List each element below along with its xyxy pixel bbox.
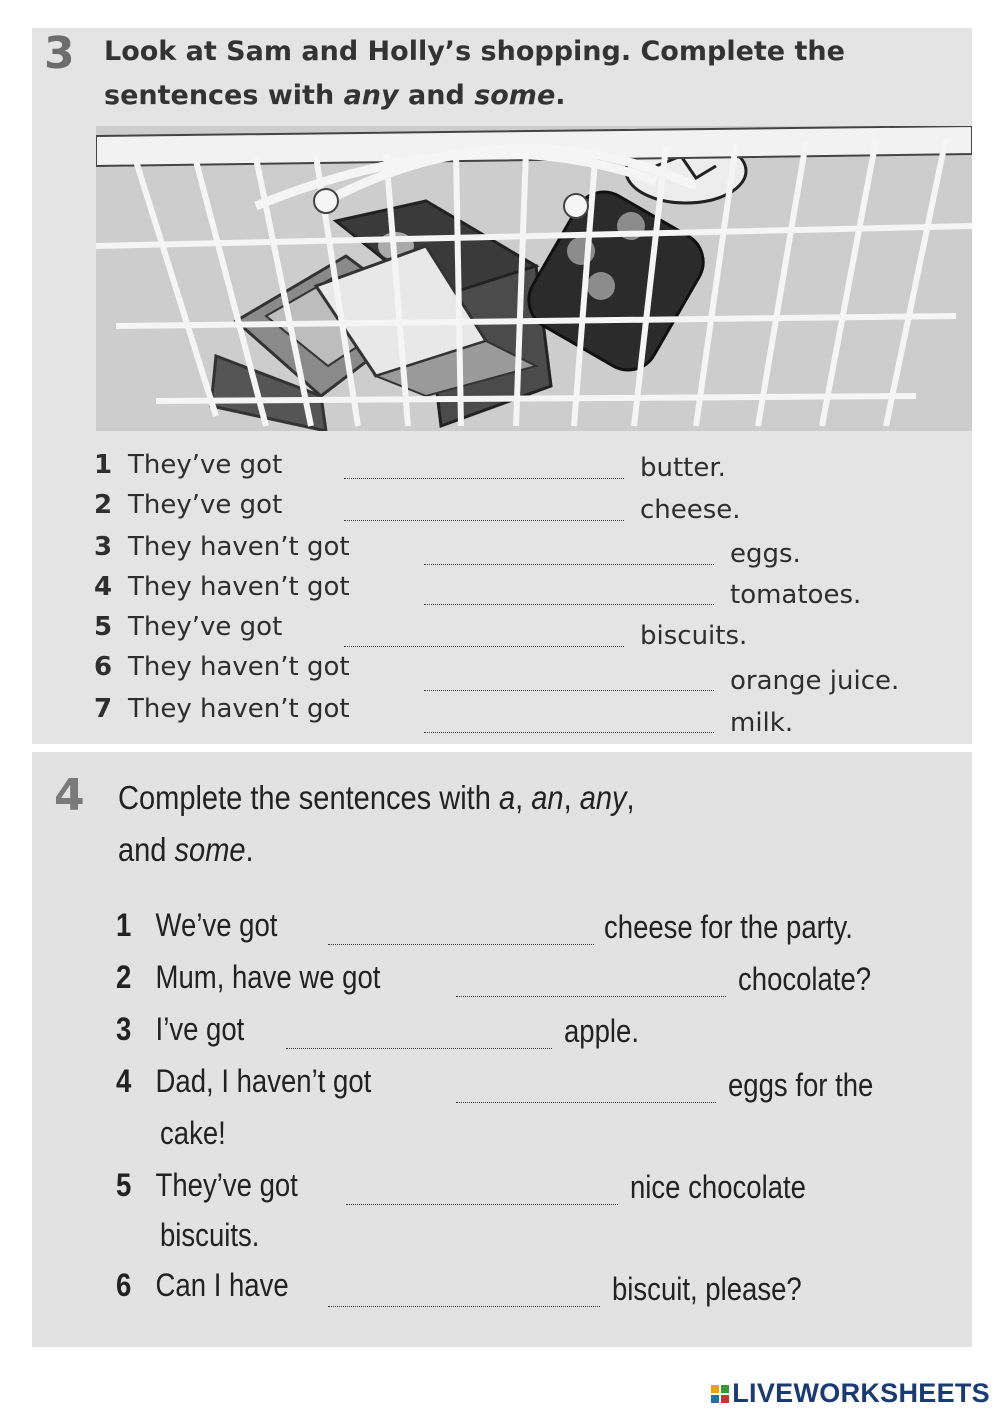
instruction-word-any: any: [579, 779, 627, 816]
instruction-text: Complete the sentences with: [118, 779, 499, 816]
item-number: 4: [116, 1063, 132, 1099]
item-number: 2: [116, 959, 132, 995]
list-item: [94, 450, 282, 480]
item-number: 7: [94, 694, 113, 724]
item-continuation: biscuits.: [160, 1217, 260, 1253]
item-text: They’ve got: [128, 450, 283, 480]
answer-blank[interactable]: [424, 604, 714, 605]
instruction-sep: ,: [626, 779, 635, 816]
list-item: [94, 490, 282, 520]
item-tail: biscuit, please?: [612, 1271, 802, 1307]
item-tail: chocolate?: [738, 961, 872, 997]
list-item: [94, 572, 350, 602]
answer-blank[interactable]: [346, 1204, 618, 1205]
list-item: [116, 1062, 371, 1100]
instruction-word-some: some: [174, 831, 246, 868]
item-text: They haven’t got: [128, 532, 350, 562]
list-item: [116, 1010, 244, 1048]
instruction-sep: ,: [515, 779, 532, 816]
answer-blank[interactable]: [424, 564, 714, 565]
instruction-word-some: some: [474, 80, 556, 111]
item-text: Mum, have we got: [155, 959, 381, 995]
list-item: [116, 906, 277, 944]
item-text: We’ve got: [155, 907, 278, 943]
item-number: 5: [94, 612, 113, 642]
item-tail: orange juice.: [730, 666, 900, 696]
answer-blank[interactable]: [328, 944, 594, 945]
instruction-word-any: any: [343, 80, 399, 111]
exercise-4-instructions: [118, 772, 734, 876]
item-number: 2: [94, 490, 113, 520]
item-text: They haven’t got: [128, 694, 350, 724]
liveworksheets-logo: [711, 1378, 990, 1409]
item-tail: milk.: [730, 708, 794, 738]
shopping-basket-illustration: [96, 126, 972, 431]
instruction-sep: ,: [563, 779, 580, 816]
list-item: [116, 958, 380, 996]
answer-blank[interactable]: [424, 732, 714, 733]
answer-blank[interactable]: [328, 1306, 600, 1307]
exercise-3-instructions: [104, 30, 964, 118]
answer-blank[interactable]: [344, 478, 624, 479]
item-tail: cheese.: [640, 495, 741, 525]
item-number: 3: [116, 1011, 132, 1047]
item-text: They’ve got: [128, 612, 283, 642]
answer-blank[interactable]: [456, 1102, 716, 1103]
item-number: 5: [116, 1167, 132, 1203]
item-tail: cheese for the party.: [604, 909, 853, 945]
item-number: 1: [94, 450, 113, 480]
item-text: Can I have: [155, 1267, 289, 1303]
item-text: Dad, I haven’t got: [155, 1063, 372, 1099]
answer-blank[interactable]: [424, 690, 714, 691]
instruction-end: .: [555, 80, 566, 111]
answer-blank[interactable]: [344, 646, 624, 647]
list-item: [94, 612, 282, 642]
item-number: 6: [94, 652, 113, 682]
answer-blank[interactable]: [456, 996, 726, 997]
item-text: They haven’t got: [128, 572, 350, 602]
instruction-text: and: [118, 831, 175, 868]
logo-text: LIVEWORKSHEETS: [732, 1378, 990, 1408]
list-item: [116, 1166, 298, 1204]
list-item: [94, 532, 350, 562]
instruction-end: .: [245, 831, 254, 868]
item-text: They’ve got: [155, 1167, 298, 1203]
exercise-3-panel: [32, 28, 972, 744]
item-tail: nice chocolate: [630, 1169, 806, 1205]
item-text: I’ve got: [155, 1011, 245, 1047]
item-text: They’ve got: [128, 490, 283, 520]
instruction-word-a: a: [498, 779, 516, 816]
item-tail: eggs.: [730, 539, 801, 569]
instruction-text-and: and: [398, 80, 475, 111]
list-item: [94, 694, 350, 724]
item-tail: tomatoes.: [730, 580, 862, 610]
item-tail: butter.: [640, 453, 726, 483]
exercise-number: 4: [54, 770, 85, 821]
exercise-4-panel: [32, 752, 972, 1347]
item-text: They haven’t got: [128, 652, 350, 682]
logo-mark-icon: [711, 1385, 729, 1403]
item-number: 3: [94, 532, 113, 562]
answer-blank[interactable]: [286, 1048, 552, 1049]
item-tail: biscuits.: [640, 621, 748, 651]
item-number: 1: [116, 907, 132, 943]
item-tail: apple.: [564, 1013, 639, 1049]
item-tail: eggs for the: [728, 1067, 874, 1103]
list-item: [94, 652, 350, 682]
exercise-number: 3: [44, 28, 75, 79]
answer-blank[interactable]: [344, 520, 624, 521]
instruction-text: Look at Sam and Holly’s shopping. Complete the sentences with: [104, 36, 845, 111]
item-number: 6: [116, 1267, 132, 1303]
instruction-word-an: an: [531, 779, 564, 816]
item-continuation: cake!: [160, 1115, 226, 1151]
item-number: 4: [94, 572, 113, 602]
list-item: [116, 1266, 289, 1304]
